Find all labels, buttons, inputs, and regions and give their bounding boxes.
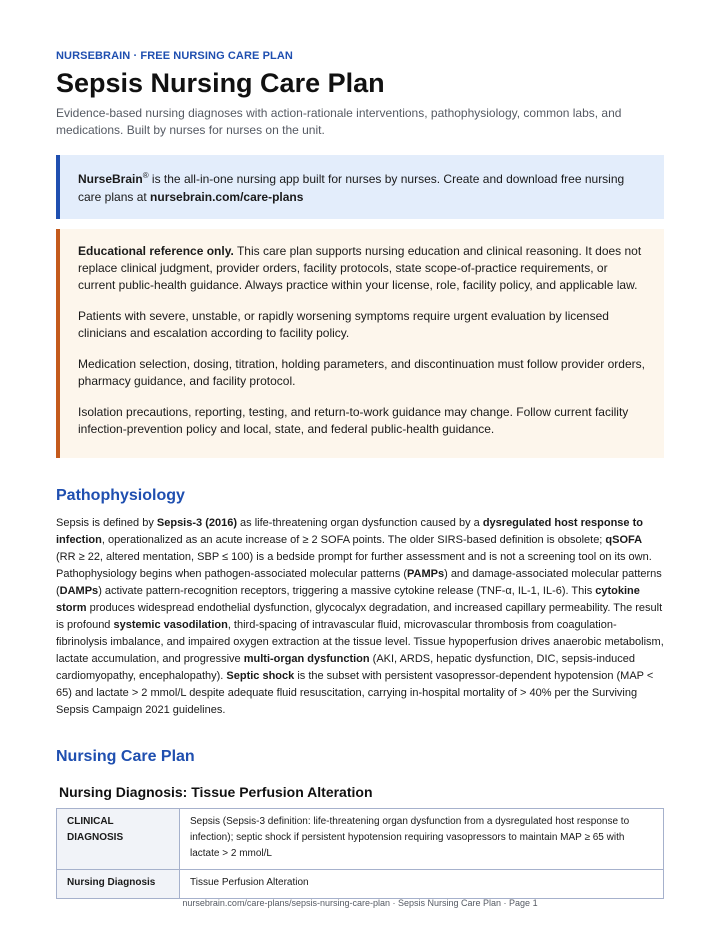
row-value: Sepsis (Sepsis-3 definition: life-threatening organ dysfunction from a dysregulated host response to infection); septic shock if persistent hypotension requiring vasopressors to maintain MAP ≥ 65 with lactate > 2 mmol/L — [180, 809, 664, 870]
text-segment: Sepsis is defined by — [56, 517, 157, 529]
disclaimer-box — [56, 229, 664, 458]
text-segment: (RR ≥ 22, altered mentation, SBP ≤ 100) is a bedside prompt for further assessment and is not a screening tool on its own. Pathophysiology begins when pathogen-associated molecular patterns ( — [56, 551, 652, 580]
text-segment: produces widespread endothelial dysfunction, glycocalyx degradation, and increased capillary permeability. The result is profound — [56, 602, 663, 631]
bold-term: Sepsis-3 (2016) — [156, 517, 237, 529]
pathophysiology-heading: Pathophysiology — [56, 487, 185, 504]
bold-term: multi-organ dysfunction — [243, 653, 370, 665]
disclaimer-paragraph-1 — [78, 243, 646, 294]
promo-banner — [56, 155, 664, 219]
care-plans-link[interactable]: nursebrain.com/care-plans — [150, 190, 304, 204]
text-segment: ) activate pattern-recognition receptors, triggering a massive cytokine release (TNF-α, IL-1, IL-6). This — [98, 585, 596, 597]
table-row — [57, 809, 664, 870]
registered-mark: ® — [142, 171, 149, 180]
bold-term: systemic vasodilation — [113, 619, 228, 631]
bold-term: PAMPs — [407, 568, 445, 580]
nursing-diagnosis-heading: Nursing Diagnosis: Tissue Perfusion Alteration — [59, 784, 373, 800]
table-row — [57, 870, 664, 899]
disclaimer-lead: Educational reference only. — [78, 244, 234, 258]
text-segment: ) and damage-associated molecular patterns ( — [56, 568, 662, 597]
bold-term: dysregulated host response to infection — [56, 517, 643, 546]
page-footer: nursebrain.com/care-plans/sepsis-nursing-care-plan · Sepsis Nursing Care Plan · Page 1 — [182, 898, 538, 908]
text-segment: , third-spacing of intravascular fluid, microvascular thrombosis from coagulation-fibrinolysis imbalance, and impaired oxygen extraction at the tissue level. Tissue hypoperfusion drives anaerobic metabolism, lactate accumulation, and progressive — [56, 619, 664, 665]
text-segment: , operationalized as an acute increase of ≥ 2 SOFA points. The older SIRS-based definition is obsolete; — [101, 534, 606, 546]
row-label: Nursing Diagnosis — [57, 870, 180, 899]
disclaimer-paragraph-4: Isolation precautions, reporting, testing, and return-to-work guidance may change. Follow current facility infection-prevention policy and local, state, and federal public-health guidance. — [78, 405, 629, 436]
text-segment: is the subset with persistent vasopressor-dependent hypotension (MAP < 65) and lactate > 2 mmol/L despite adequate fluid resuscitation, carrying in-hospital mortality of > 40% per the Surviving Sepsis Campaign 2021 guidelines. — [56, 670, 654, 716]
bold-term: qSOFA — [605, 534, 643, 546]
page-subtitle: Evidence-based nursing diagnoses with action-rationale interventions, pathophysiology, common labs, and medications. Built by nurses for nurses on the unit. — [56, 106, 622, 137]
text-segment: as life-threatening organ dysfunction caused by a — [237, 517, 483, 529]
disclaimer-paragraph-2: Patients with severe, unstable, or rapidly worsening symptoms require urgent evaluation by licensed clinicians and escalation according to facility policy. — [78, 309, 609, 340]
disclaimer-paragraph-3: Medication selection, dosing, titration, holding parameters, and discontinuation must follow provider orders, pharmacy guidance, and facility protocol. — [78, 357, 645, 388]
page-title: Sepsis Nursing Care Plan — [56, 68, 385, 98]
bold-term: DAMPs — [59, 585, 99, 597]
promo-text: is the all-in-one nursing app built for nurses by nurses. Create and download free nursing care plans at — [78, 172, 625, 204]
row-value: Tissue Perfusion Alteration — [180, 870, 664, 899]
care-plan-table — [56, 808, 664, 899]
pathophysiology-text — [56, 515, 664, 719]
brand-name: NurseBrain — [78, 172, 143, 186]
bold-term: Septic shock — [226, 670, 295, 682]
bold-term: cytokine storm — [56, 585, 640, 614]
kicker: NURSEBRAIN · FREE NURSING CARE PLAN — [56, 50, 293, 62]
row-label: CLINICAL DIAGNOSIS — [57, 809, 180, 870]
care-plan-heading: Nursing Care Plan — [56, 748, 195, 765]
text-segment: (AKI, ARDS, hepatic dysfunction, DIC, sepsis-induced cardiomyopathy, encephalopathy). — [56, 653, 635, 682]
disclaimer-text-1: This care plan supports nursing education and clinical reasoning. It does not replace clinical judgment, provider orders, facility protocols, state scope-of-practice requirements, or current public-health guidance. Always practice within your license, role, facility policy, and applicable law. — [78, 244, 642, 292]
